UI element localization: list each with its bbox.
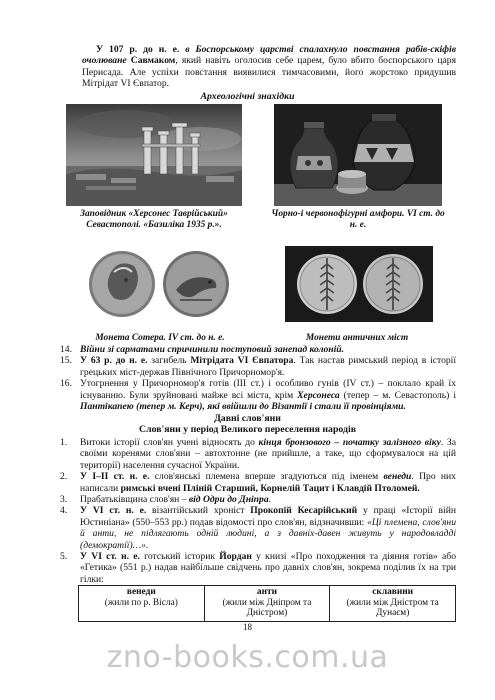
list-item: 5. У VI ст. н. е. готський історик Йордан у книзі «Про походження та діяння готів» або «Гетика» (551 р.) надав найбільше свідчень про давніх слов'ян, зокрема поділив їх на три гілки: xyxy=(60,551,456,585)
caption-amphorae: Чорно-і червонофігурні амфори. VI ст. до н. е. xyxy=(271,209,445,230)
caption-chersonesos: Заповідник «Херсонес Таврійський» Севастополі. «Базиліка 1935 р.». xyxy=(80,209,228,230)
list-item: 4. У VI ст. н. е. візантійський хроніст Прокопій Кесарійський у праці «Історії війн Юстиніана» (550–553 рр.) подав відомості про слов'ян, відзначивши: «Ці племена, слов'яни й анти, не підлягають одній людині, а з давніх-давен живуть у народовладді (демократії)…». xyxy=(60,505,456,551)
table-cell: анти (жили між Дніпром та Дністром) xyxy=(204,586,330,622)
colonies-list xyxy=(60,344,456,412)
slavs-list xyxy=(60,437,456,585)
list-item: 1. Витоки історії слов'ян учені відносять до кінця бронзового – початку залізного віку. За своїми коренями слов'яни – автохтонне (не прийшле, а таке, що сформувалося на цій території) населення сучасної України. xyxy=(60,437,456,471)
table-cell: венеди (жили по р. Вісла) xyxy=(79,586,205,622)
soter-coins-photo xyxy=(84,244,234,324)
intro-text-1: в Боспорському царстві спалахнуло повстання рабів-скіфів очолюване xyxy=(82,44,456,67)
list-item: 15. У 63 р. до н. е. загибель Мітрідата VI Євпатора. Так настав римський період в історії грецьких міст-держав Північного Причорномор'я. xyxy=(60,355,457,378)
section-title: Давні слов'яни xyxy=(214,413,281,424)
intro-text-2: , який навіть оголосив себе царем, було вбито боспорського царя Перисада. Але успіхи повстання виявилися тимчасовими, його жорстоко придушив Мітрідат VI Євпатор. xyxy=(82,55,456,90)
amphorae-photo xyxy=(274,104,442,206)
caption-soter-coin: Монета Сотера. IV ст. до н. е. xyxy=(95,333,225,343)
list-item: 2. У І–ІІ ст. н. е. слов'янські племена вперше згадуються під іменем венеди. Про них написали римські вчені Пліній Старший, Корнелій Тацит і Клавдій Птоломей. xyxy=(60,471,456,494)
list-item: 16. Утогрнення у Причорномор'я готів (ІІІ ст.) і особливо гунів (IV ст.) – поклало край їх існуванню. Були зруйновані майже всі міста, крім Херсонеса (тепер – м. Севастополь) і Пантікапею (тепер м. Керч), які ввійшли до Візантії і стали її провінціями. xyxy=(60,378,456,413)
list-item: 14. Війни зі сарматами спричинили поступовий занепад колоній. xyxy=(60,344,345,355)
section-subtitle: Слов'яни у період Великого переселення народів xyxy=(139,424,356,435)
watermark: zno-books.com.ua xyxy=(106,640,389,675)
slavic-branches-table xyxy=(78,585,456,622)
finds-heading: Археологічні знахідки xyxy=(200,91,295,102)
intro-paragraph xyxy=(82,44,456,90)
chersonesos-photo xyxy=(66,104,242,206)
list-item: 3. Прабатьківщина слов'ян – від Одри до Дніпра. xyxy=(60,494,272,506)
ancient-coins-photo xyxy=(285,246,433,322)
caption-ancient-coins: Монети античних міст xyxy=(305,333,409,343)
intro-leader: Савмаком xyxy=(130,55,176,67)
page-number: 18 xyxy=(243,622,252,632)
intro-date: У 107 р. до н. е. xyxy=(96,44,180,55)
table-cell: склавини (жили між Дністром та Дунаєм) xyxy=(330,586,456,622)
